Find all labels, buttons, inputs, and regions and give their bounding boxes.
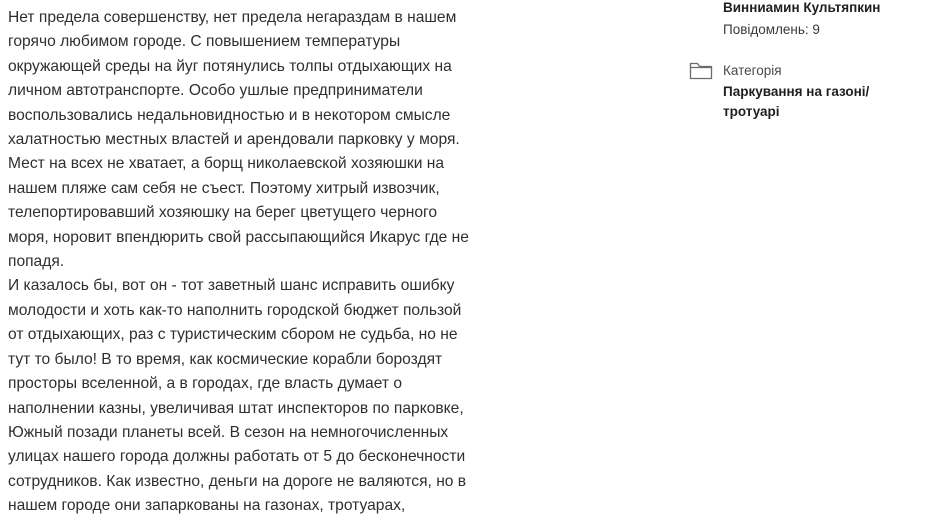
post-body (8, 6, 553, 514)
post-paragraph: Нет предела совершенству, нет предела негараздам в нашем горячо любимом городе. С повышением температуры окружающей среды на йуг потянулись толпы отдыхающих на личном автотранспорте. Особо ушлые предприниматели воспользовались недальновидностью и в некотором смысле халатностью местных властей и арендовали парковку у моря. Мест на всех не хватает, а борщ николаевской хозяюшки на нашем пляже сам себя не съест. Поэтому хитрый извозчик, телепортировавший хозяюшку на берег цветущего черного моря, норовит впендюрить свой рассыпающийся Икарус где не попадя. (8, 9, 469, 271)
folder-icon (689, 60, 713, 80)
post-paragraph: И казалось бы, вот он - тот заветный шанс исправить ошибку молодости и хоть как-то наполнить городской бюджет пользой от отдыхающих, раз с туристическим сбором не судьба, но не тут то было! В то время, как космические корабли бороздят просторы вселенной, а в городах, где власть думает о наполнении казны, увеличивая штат инспекторов по парковке, Южный позади планеты всей. В сезон на немногочисленных улицах нашего города должны работать от 5 до бесконечности сотрудников. Как известно, деньги на дороге не валяются, но в нашем городе они запаркованы на газонах, тротуарах, (8, 277, 467, 514)
category-label: Категорія (723, 63, 782, 78)
author-name[interactable]: Винниамин Культяпкин (723, 0, 881, 15)
category-link[interactable]: Паркування на газоні/ тротуарі (723, 84, 870, 119)
author-posts-count: Повідомлень: 9 (723, 22, 820, 37)
